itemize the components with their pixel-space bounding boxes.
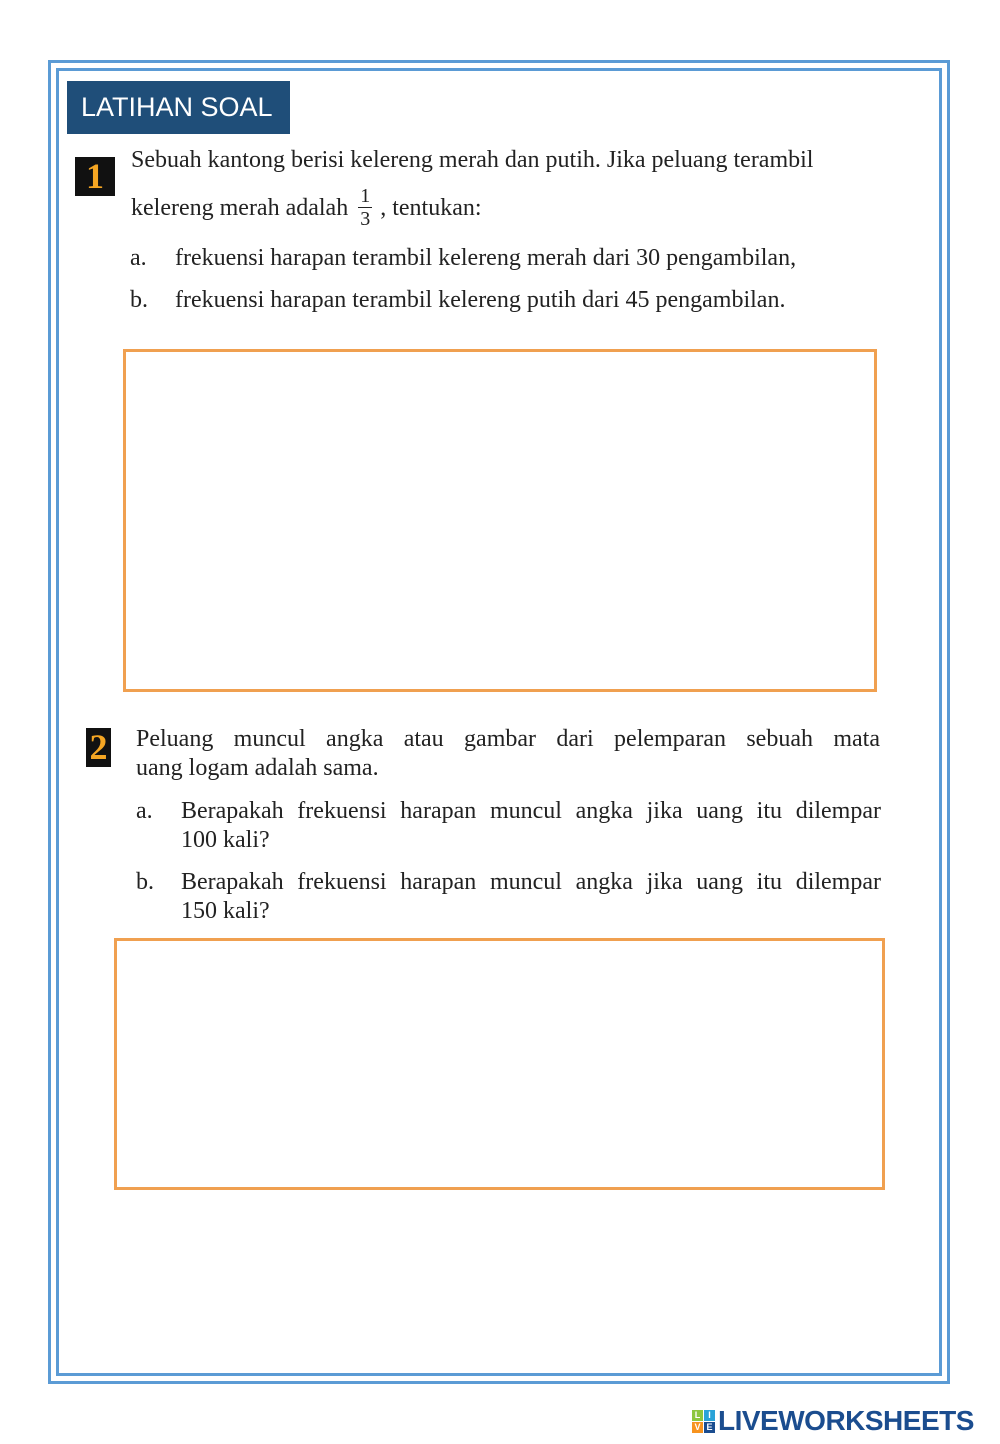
question-1-item-b-text: frekuensi harapan terambil kelereng putih dari 45 pengambilan. (175, 287, 786, 313)
question-2-item-b-text (181, 868, 881, 926)
question-2-text (136, 725, 880, 783)
question-1-text-before-fraction: kelereng merah adalah (131, 195, 349, 222)
question-2-item-b-marker: b. (136, 869, 154, 895)
question-2-item-a-marker: a. (136, 798, 153, 824)
question-2-item-b-line1: Berapakah frekuensi harapan muncul angka jika uang itu dilempar (181, 869, 881, 895)
question-1-item-a-text: frekuensi harapan terambil kelereng merah dari 30 pengambilan, (175, 245, 797, 271)
logo-letter-v: V (692, 1422, 703, 1433)
liveworksheets-brand-text: LIVEWORKSHEETS (718, 1405, 974, 1436)
answer-box-2[interactable] (114, 938, 885, 1190)
question-2-text-line2: uang logam adalah sama. (136, 755, 379, 781)
section-title: LATIHAN SOAL (67, 81, 290, 134)
question-1-text-line1: Sebuah kantong berisi kelereng merah dan putih. Jika peluang terambil (131, 147, 814, 173)
liveworksheets-logo-icon (692, 1410, 715, 1433)
question-2-item-a-line1: Berapakah frekuensi harapan muncul angka jika uang itu dilempar (181, 798, 881, 824)
question-1-item-a-marker: a. (130, 245, 147, 271)
liveworksheets-logo[interactable] (692, 1404, 974, 1438)
question-2-text-line1: Peluang muncul angka atau gambar dari pelemparan sebuah mata (136, 726, 880, 752)
question-1-text-line2 (131, 185, 482, 231)
logo-letter-i: I (704, 1410, 715, 1421)
answer-box-1[interactable] (123, 349, 877, 692)
question-2-item-a-line2: 100 kali? (181, 827, 270, 853)
logo-letter-l: L (692, 1410, 703, 1421)
question-1-number: 1 (75, 157, 115, 196)
logo-letter-e: E (704, 1422, 715, 1433)
fraction-one-third (358, 186, 372, 229)
fraction-numerator: 1 (360, 185, 371, 207)
question-2-item-b-line2: 150 kali? (181, 898, 270, 924)
question-2-item-a-text (181, 797, 881, 855)
fraction-denominator: 3 (360, 208, 371, 230)
question-2-number: 2 (86, 728, 111, 767)
question-1-text-after-fraction: , tentukan: (380, 195, 482, 222)
question-1-item-b-marker: b. (130, 287, 148, 313)
